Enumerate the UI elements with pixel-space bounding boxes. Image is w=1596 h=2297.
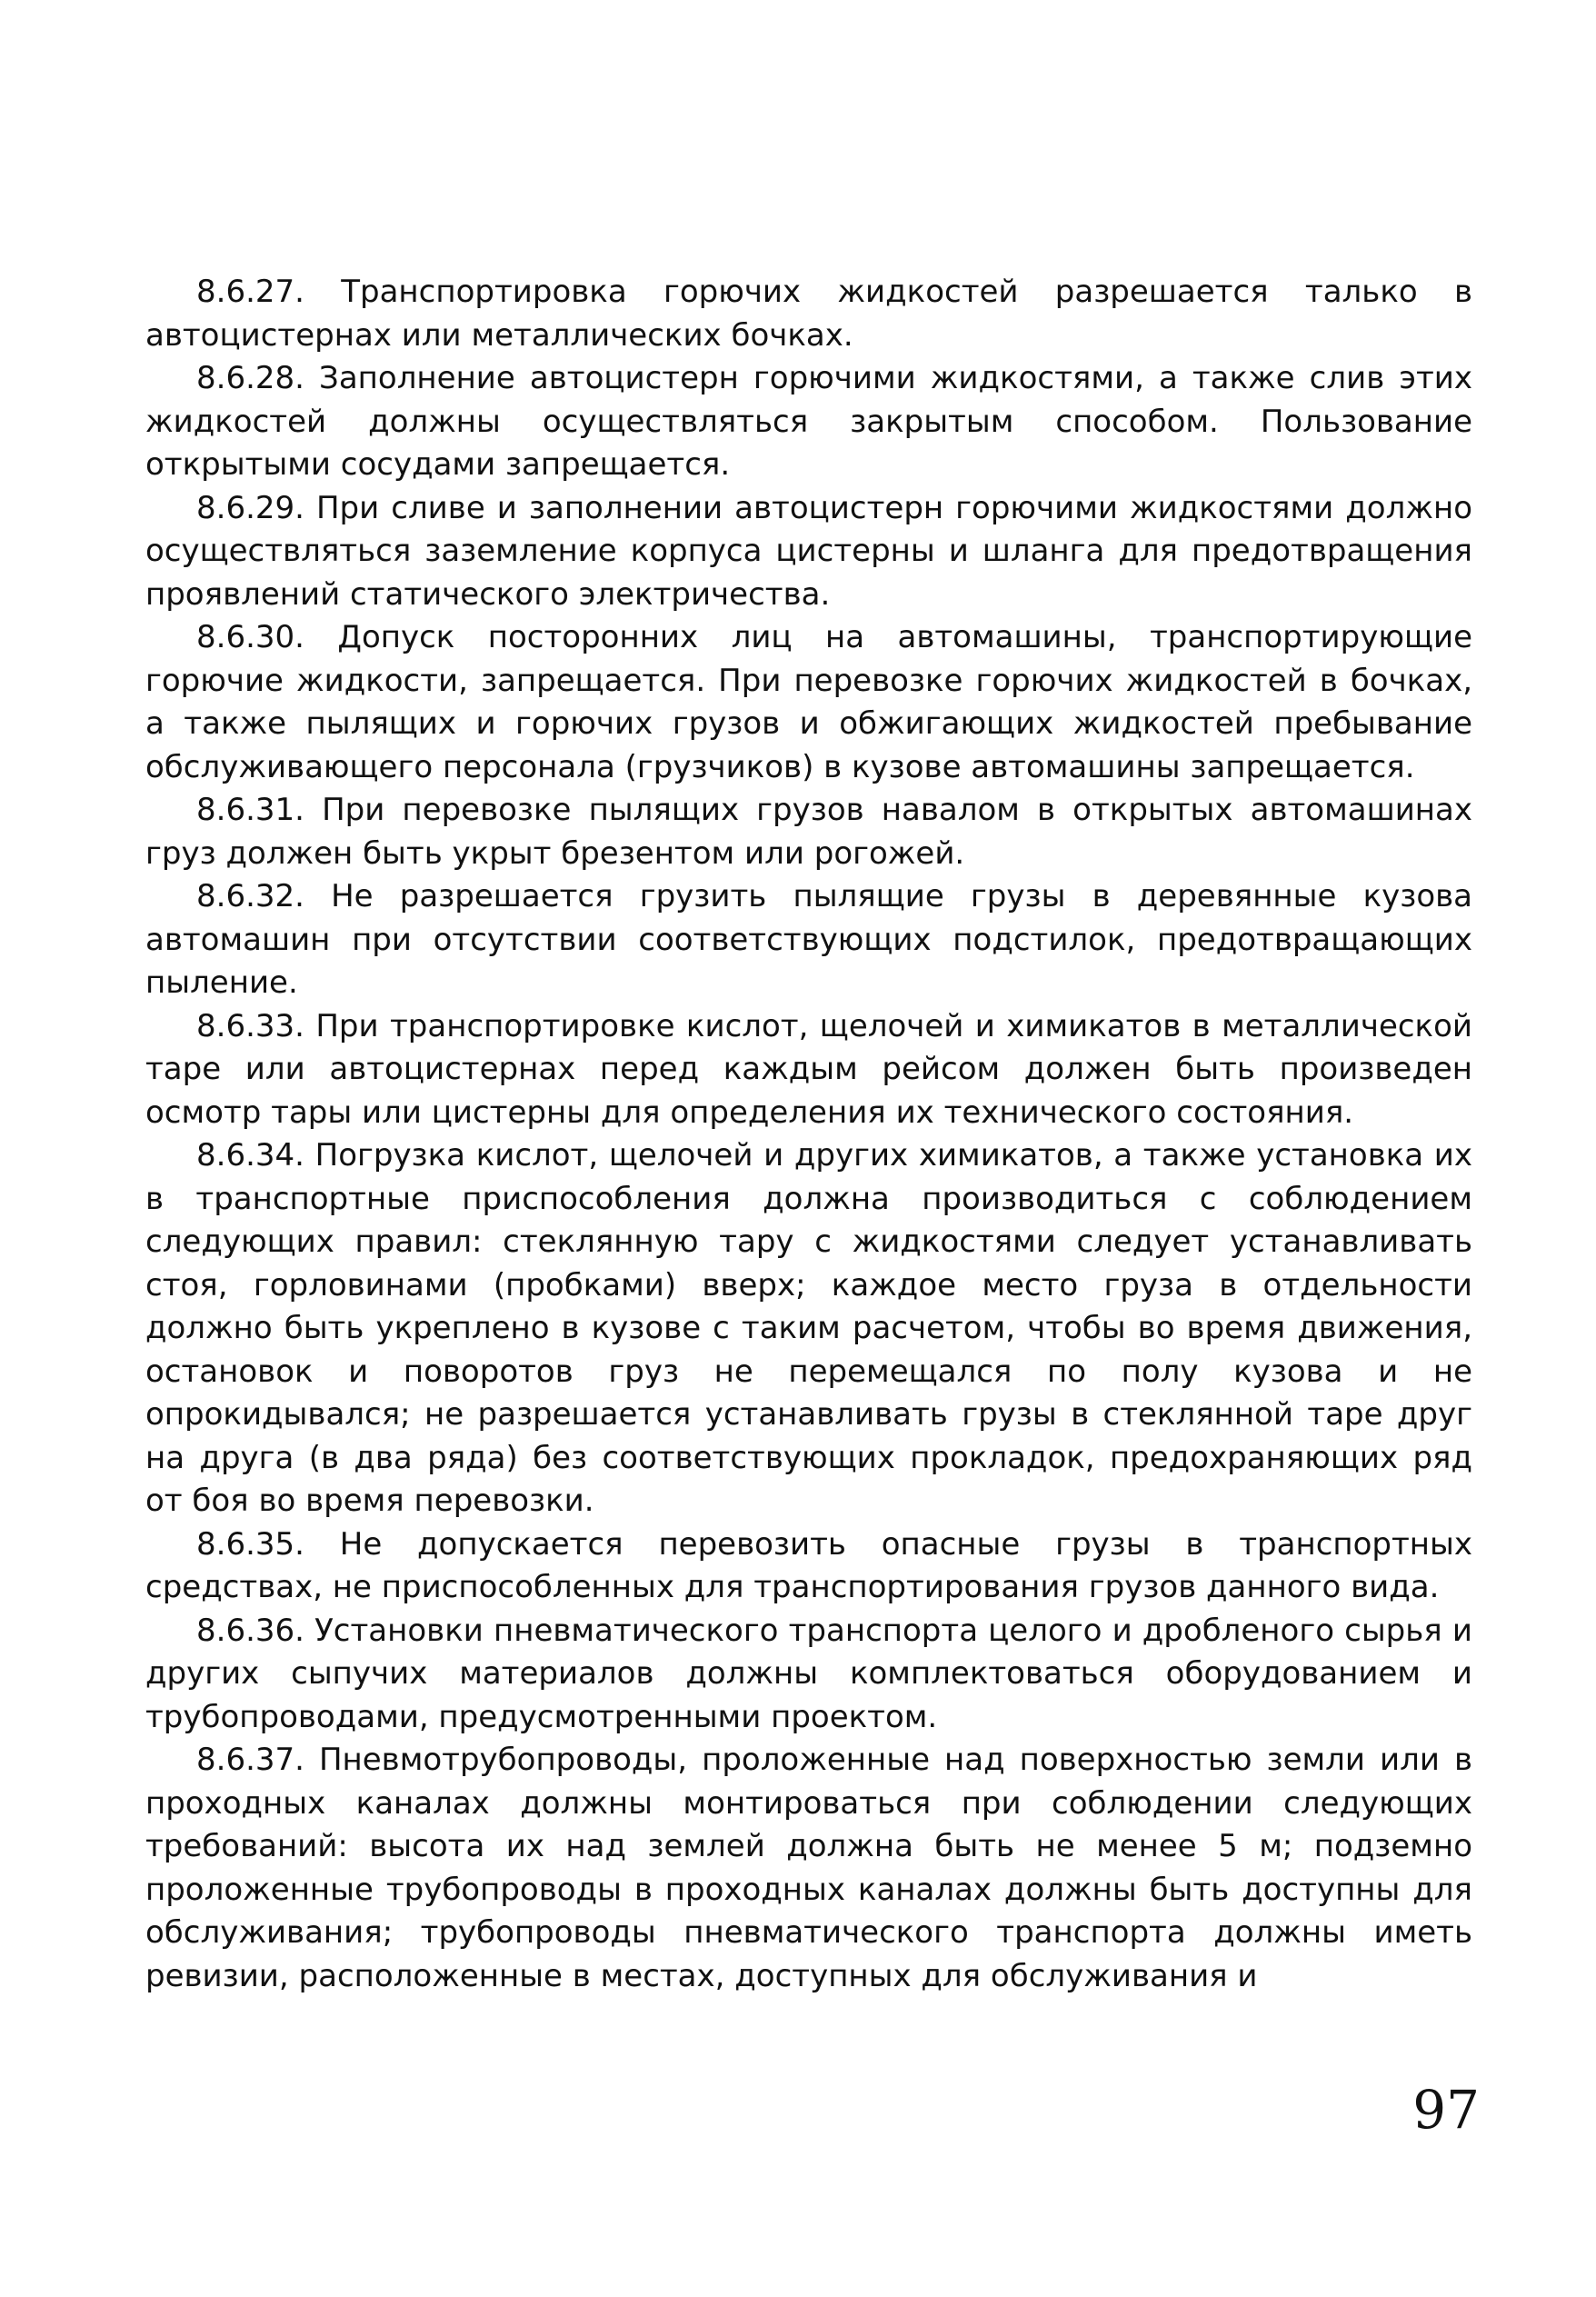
document-page [145, 271, 1472, 1998]
page-number: 97 [1412, 2079, 1480, 2141]
paragraph-8-6-31: 8.6.31. При перевозке пылящих грузов навалом в открытых автомашинах груз должен быть укрыт брезентом или рогожей. [145, 792, 1472, 872]
paragraph-8-6-34: 8.6.34. Погрузка кислот, щелочей и других химикатов, а также установка их в транспортные приспособления должна производиться с соблюдением следующих правил: стеклянную тару с жидкостями следует устанавливать стоя, горловинами (пробками) вверх; каждое место груза в отдельности должно быть укреплено в кузове с таким расчетом, чтобы во время движения, остановок и поворотов груз не перемещался по полу кузова и не опрокидывался; не разрешается устанавливать грузы в стеклянной таре друг на друга (в два ряда) без соответствующих прокладок, предохраняющих ряд от боя во время перевозки. [145, 1137, 1472, 1519]
paragraph-8-6-35: 8.6.35. Не допускается перевозить опасные грузы в транспортных средствах, не приспособленных для транспортирования грузов данного вида. [145, 1525, 1472, 1605]
paragraph-8-6-32: 8.6.32. Не разрешается грузить пылящие грузы в деревянные кузова автомашин при отсутствии соответствующих подстилок, предотвращающих пыление. [145, 878, 1472, 1001]
paragraph-8-6-36: 8.6.36. Установки пневматического транспорта целого и дробленого сырья и других сыпучих материалов должны комплектоваться оборудованием и трубопроводами, предусмотренными проектом. [145, 1612, 1472, 1735]
paragraph-8-6-30: 8.6.30. Допуск посторонних лиц на автомашины, транспортирующие горючие жидкости, запрещается. При перевозке горючих жидкостей в бочках, а также пылящих и горючих грузов и обжигающих жидкостей пребывание обслуживающего персонала (грузчиков) в кузове автомашины запрещается. [145, 619, 1472, 785]
paragraph-8-6-37: 8.6.37. Пневмотрубопроводы, проложенные над поверхностью земли или в проходных каналах должны монтироваться при соблюдении следующих требований: высота их над землей должна быть не менее 5 м; подземно проложенные трубопроводы в проходных каналах должны быть доступны для обслуживания; трубопроводы пневматического транспорта должны иметь ревизии, расположенные в местах, доступных для обслуживания и [145, 1742, 1472, 1994]
paragraph-8-6-28: 8.6.28. Заполнение автоцистерн горючими жидкостями, а также слив этих жидкостей должны осуществляться закрытым способом. Пользование открытыми сосудами запрещается. [145, 360, 1472, 483]
paragraph-8-6-33: 8.6.33. При транспортировке кислот, щелочей и химикатов в металлической таре или автоцистернах перед каждым рейсом должен быть произведен осмотр тары или цистерны для определения их технического состояния. [145, 1007, 1472, 1131]
paragraph-8-6-27: 8.6.27. Транспортировка горючих жидкостей разрешается талько в автоцистернах или металлических бочках. [145, 274, 1472, 354]
paragraph-8-6-29: 8.6.29. При сливе и заполнении автоцистерн горючими жидкостями должно осуществляться заземление корпуса цистерны и шланга для предотвращения проявлений статического электричества. [145, 489, 1472, 613]
